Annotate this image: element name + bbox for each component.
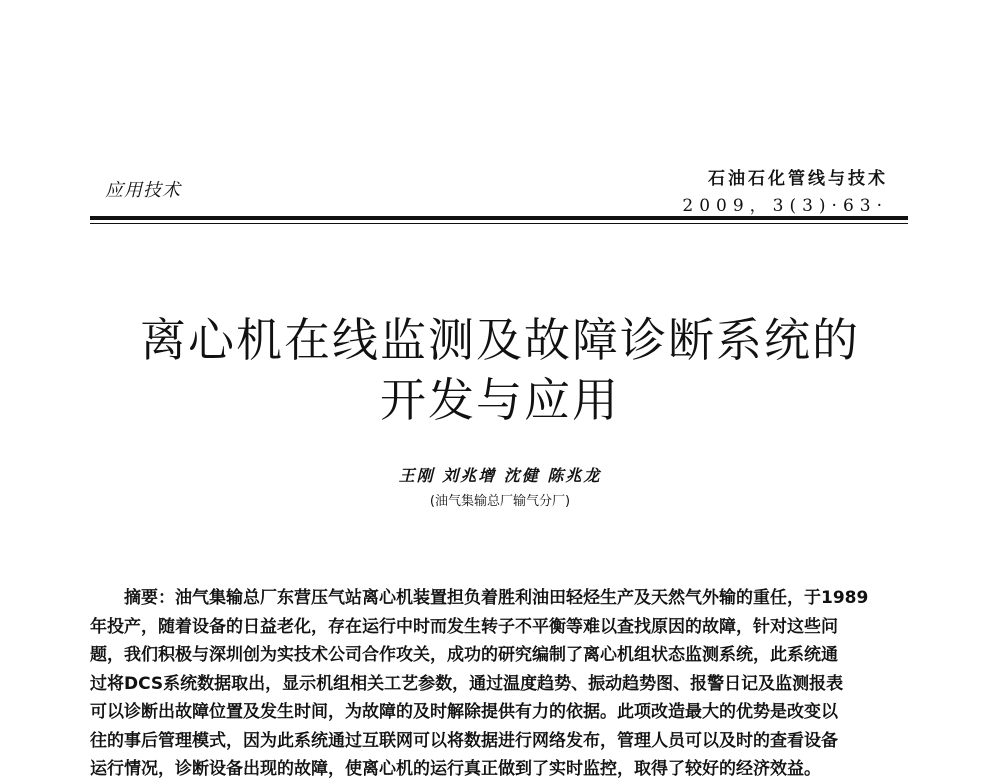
title-line-2: 开发与应用 — [380, 373, 620, 427]
journal-issue: 2009，3(3)·63· — [682, 196, 888, 216]
header-rule-thick — [90, 216, 908, 220]
section-label: 应用技术 — [105, 180, 181, 201]
abstract-line: 可以诊断出故障位置及发生时间，为故障的及时解除提供有力的依据。此项改造最大的优势是改变以 — [90, 702, 838, 722]
title-line-1: 离心机在线监测及故障诊断系统的 — [140, 313, 860, 367]
abstract — [90, 584, 908, 784]
abstract-line: 往的事后管理模式，因为此系统通过互联网可以将数据进行网络发布，管理人员可以及时的查看设备 — [90, 730, 838, 751]
abstract-line: 题，我们积极与深圳创为实技术公司合作攻关，成功的研究编制了离心机组状态监测系统，此系统通 — [90, 645, 838, 665]
affiliation: (油气集输总厂输气分厂) — [429, 494, 571, 509]
abstract-line: 运行情况，诊断设备出现的故障，使离心机的运行真正做到了实时监控，取得了较好的经济效益。 — [90, 759, 821, 779]
abstract-line: 年投产，随着设备的日益老化，存在运行中时而发生转子不平衡等难以查找原因的故障，针对这些问 — [90, 616, 838, 637]
header-rule-thin — [90, 223, 908, 224]
abstract-line: 过将DCS系统数据取出，显示机组相关工艺参数，通过温度趋势、振动趋势图、报警日记及监测报表 — [90, 673, 844, 694]
article-title — [60, 310, 940, 430]
journal-header — [682, 164, 888, 216]
authors: 王刚 刘兆增 沈健 陈兆龙 — [398, 466, 602, 485]
abstract-line: 摘要：油气集输总厂东营压气站离心机装置担负着胜利油田轻烃生产及天然气外输的重任，于1989 — [124, 588, 869, 608]
journal-name: 石油石化管线与技术 — [708, 169, 888, 189]
